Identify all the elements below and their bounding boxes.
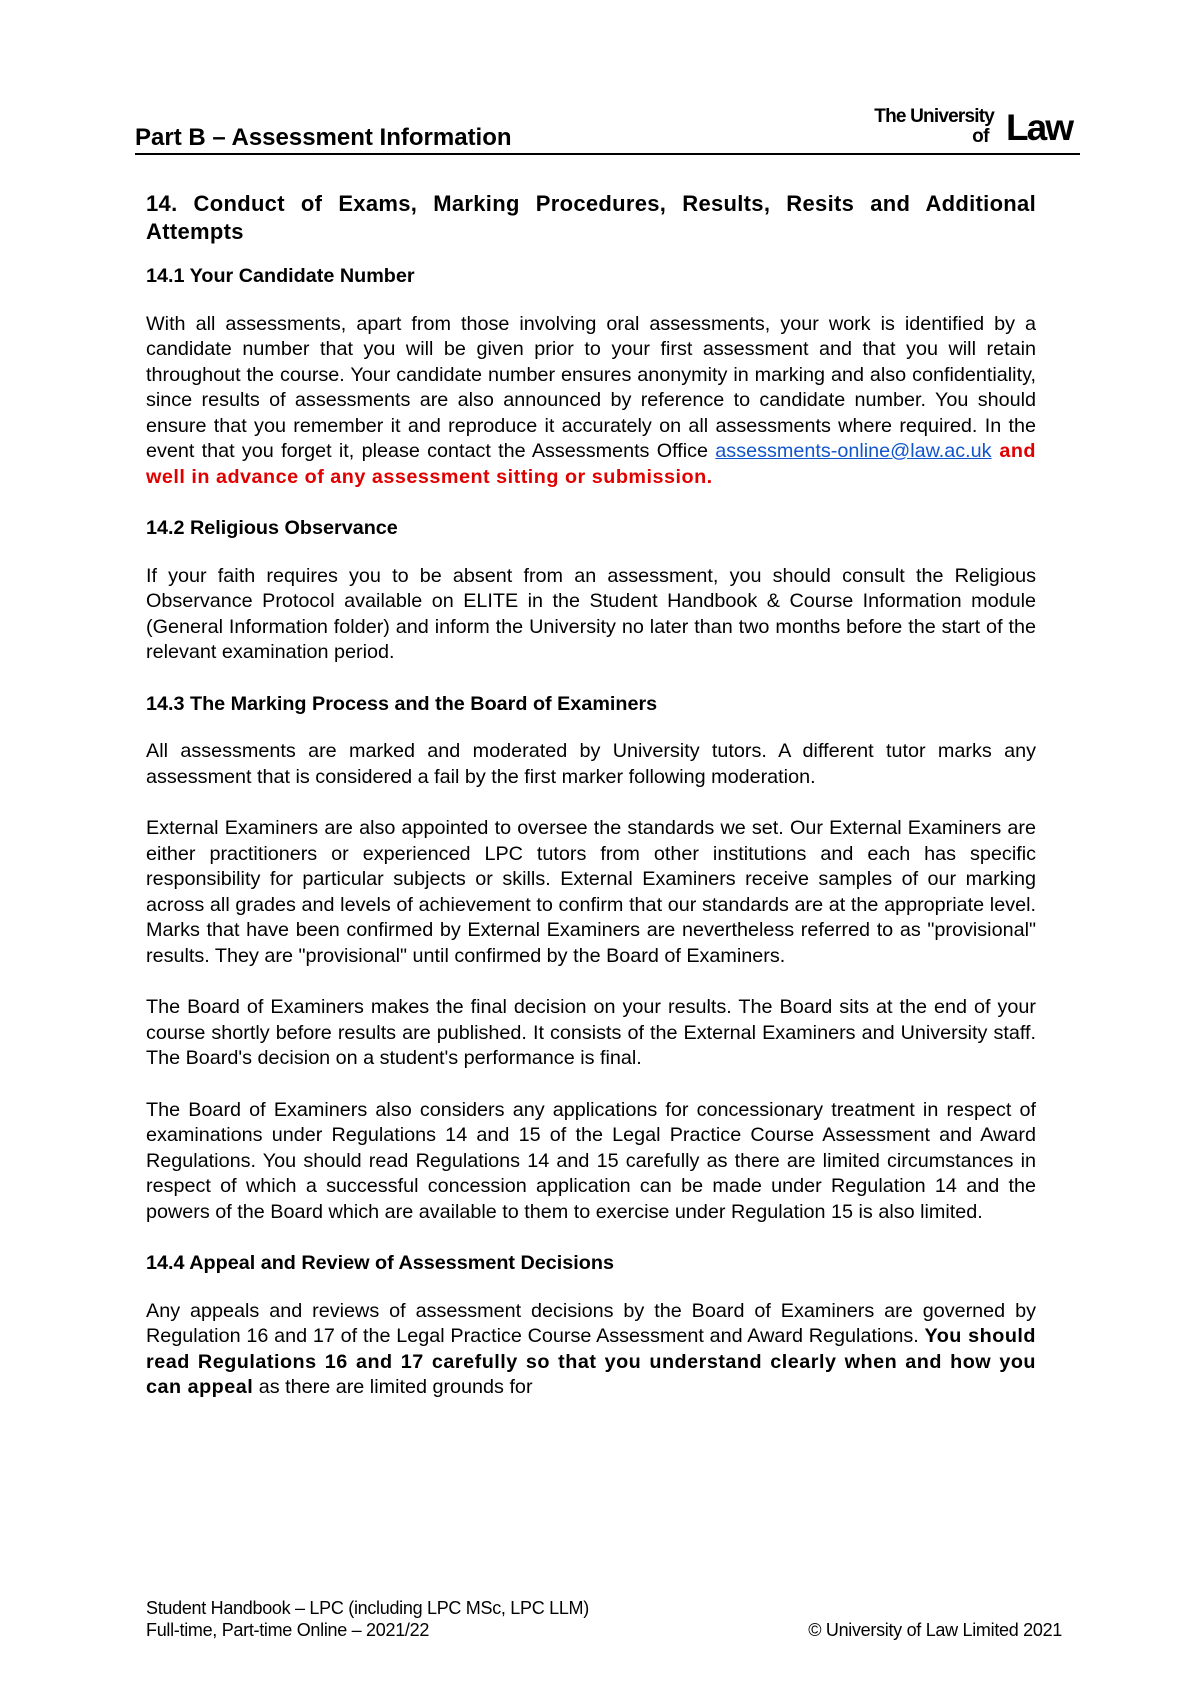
- paragraph-candidate-number: [146, 312, 1036, 491]
- paragraph-external-examiners: External Examiners are also appointed to oversee the standards we set. Our External Examiners are either practitioners or experienced LPC tutors from other institutions and each has specific responsibility for particular subjects or skills. External Examiners receive samples of our marking across all grades and levels of achievement to confirm that our standards are at the appropriate level. Marks that have been confirmed by External Examiners are nevertheless referred to as "provisional" results. They are "provisional" until confirmed by the Board of Examiners.: [146, 817, 1036, 967]
- page-footer: [146, 1597, 1062, 1641]
- footer-handbook-title: Student Handbook – LPC (including LPC MSc, LPC LLM): [146, 1598, 589, 1618]
- paragraph-tail: as there are limited grounds for: [253, 1376, 533, 1398]
- paragraph-concessionary-treatment: The Board of Examiners also considers any applications for concessionary treatment in respect of examinations under Regulations 14 and 15 of the Legal Practice Course Assessment and Award Regulations. You should read Regulations 14 and 15 carefully as there are limited circumstances in respect of which a successful concession application can be made under Regulation 14 and the powers of the Board which are available to them to exercise under Regulation 15 is also limited.: [146, 1098, 1036, 1223]
- paragraph-appeals: [146, 1299, 1036, 1401]
- paragraph-board-decision: The Board of Examiners makes the final decision on your results. The Board sits at the end of your course shortly before results are published. It consists of the External Examiners and University staff. The Board's decision on a student's performance is final.: [146, 996, 1036, 1069]
- section-heading-14-1: 14.1 Your Candidate Number: [146, 265, 415, 287]
- section-heading-14-3: 14.3 The Marking Process and the Board of Examiners: [146, 692, 658, 715]
- section-heading-14-2: 14.2 Religious Observance: [146, 517, 398, 539]
- section-title: Part B – Assessment Information: [135, 124, 512, 151]
- paragraph-religious-observance: If your faith requires you to be absent from an assessment, you should consult the Religious Observance Protocol available on ELITE in the Student Handbook & Course Information module (General Information folder) and inform the University no later than two months before the start of the relevant examination period.: [146, 564, 1036, 663]
- logo-the-university: The University: [874, 106, 994, 127]
- paragraph-text: With all assessments, apart from those involving oral assessments, your work is identified by a candidate number that you will be given prior to your first assessment and that you will retain throughout the course. Your candidate number ensures anonymity in marking and also confidentiality, since results of assessments are also announced by reference to candidate number. You should ensure that you remember it and reproduce it accurately on all assessments where required. In the event that you forget it, please contact the Assessments Office: [146, 312, 1036, 462]
- logo-law: Law: [1006, 107, 1072, 148]
- emphasis-text: You should read Regulations 16 and 17 carefully so that you understand clearly when and how you can appeal: [146, 1325, 1036, 1398]
- paragraph-text: Any appeals and reviews of assessment decisions by the Board of Examiners are governed by Regulation 16 and 17 of the Legal Practice Course Assessment and Award Regulations.: [146, 1299, 1036, 1347]
- paragraph-marking: All assessments are marked and moderated by University tutors. A different tutor marks any assessment that is considered a fail by the first marker following moderation.: [146, 740, 1036, 788]
- section-heading-14-4: 14.4 Appeal and Review of Assessment Decisions: [146, 1252, 614, 1274]
- footer-copyright: © University of Law Limited 2021: [808, 1620, 1062, 1640]
- header-divider: [135, 153, 1080, 155]
- university-logo: [862, 106, 1072, 148]
- logo-of: of: [972, 126, 989, 147]
- assessments-email-link[interactable]: assessments-online@law.ac.uk: [715, 440, 992, 462]
- footer-edition: Full-time, Part-time Online – 2021/22: [146, 1620, 430, 1640]
- page-header: [135, 100, 1080, 157]
- chapter-heading: 14. Conduct of Exams, Marking Procedures, Results, Resits and Additional Attempts: [146, 191, 1036, 244]
- main-content: [146, 190, 1036, 1427]
- warning-text: and well in advance of any assessment sitting or submission.: [146, 440, 1036, 488]
